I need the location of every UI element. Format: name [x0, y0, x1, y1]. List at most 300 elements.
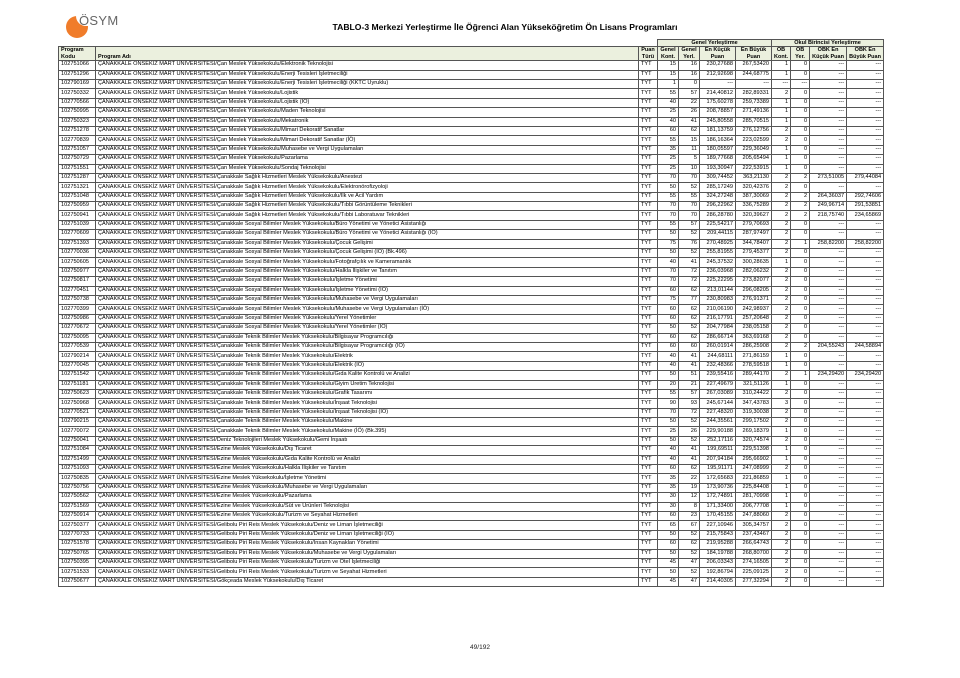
- en-buyuk-puan: 247,88060: [736, 511, 772, 520]
- obk-en-kucuk: ---: [810, 164, 847, 173]
- ob-kont: 1: [772, 493, 791, 502]
- en-buyuk-puan: 279,70693: [736, 220, 772, 229]
- en-kucuk-puan: 204,77984: [700, 324, 736, 333]
- en-kucuk-puan: 189,77668: [700, 155, 736, 164]
- puan-turu: TYT: [639, 427, 658, 436]
- table-row: [59, 249, 884, 258]
- en-buyuk-puan: 244,68775: [736, 70, 772, 79]
- genel-yerl: 62: [679, 286, 700, 295]
- en-kucuk-puan: 252,17116: [700, 436, 736, 445]
- ob-yer: 0: [791, 408, 810, 417]
- ob-kont: 1: [772, 455, 791, 464]
- obk-en-buyuk: ---: [847, 145, 884, 154]
- program-code: 102750395: [59, 558, 96, 567]
- obk-en-kucuk: 264,36037: [810, 192, 847, 201]
- en-buyuk-puan: 347,43783: [736, 399, 772, 408]
- ob-kont: 2: [772, 230, 791, 239]
- obk-en-kucuk: ---: [810, 465, 847, 474]
- ob-kont: 1: [772, 61, 791, 70]
- obk-en-buyuk: 234,65869: [847, 211, 884, 220]
- puan-turu: TYT: [639, 399, 658, 408]
- col-obk-kucuk: OBK En Küçük Puan: [810, 47, 847, 61]
- table-row: [59, 540, 884, 549]
- obk-en-buyuk: ---: [847, 286, 884, 295]
- obk-en-kucuk: 249,96714: [810, 202, 847, 211]
- program-name: ÇANAKKALE ONSEKİZ MART ÜNİVERSİTESİ/Çanakkale Teknik Bilimler Meslek Yüksekokulu/Bilgisayar Programcılığı: [96, 333, 639, 342]
- program-name: ÇANAKKALE ONSEKİZ MART ÜNİVERSİTESİ/Çanakkale Sağlık Hizmetleri Meslek Yüksekokulu/İlk ve Acil Yardım: [96, 192, 639, 201]
- puan-turu: TYT: [639, 408, 658, 417]
- genel-yerl: 41: [679, 455, 700, 464]
- table-row: [59, 361, 884, 370]
- obk-en-buyuk: ---: [847, 80, 884, 89]
- ob-kont: 3: [772, 399, 791, 408]
- en-buyuk-puan: 321,51126: [736, 380, 772, 389]
- program-name: ÇANAKKALE ONSEKİZ MART ÜNİVERSİTESİ/Çan Meslek Yüksekokulu/Muhasebe ve Vergi Uygulamaları: [96, 145, 639, 154]
- en-buyuk-puan: 242,98937: [736, 305, 772, 314]
- genel-kont: 50: [658, 183, 679, 192]
- obk-en-buyuk: ---: [847, 380, 884, 389]
- table-row: [59, 474, 884, 483]
- puan-turu: TYT: [639, 474, 658, 483]
- table-row: [59, 455, 884, 464]
- program-code: 102750623: [59, 389, 96, 398]
- program-code: 102750756: [59, 483, 96, 492]
- table-row: [59, 333, 884, 342]
- genel-kont: 70: [658, 211, 679, 220]
- table-row: [59, 314, 884, 323]
- obk-en-kucuk: ---: [810, 145, 847, 154]
- genel-kont: 35: [658, 145, 679, 154]
- genel-kont: 30: [658, 502, 679, 511]
- puan-turu: TYT: [639, 192, 658, 201]
- en-kucuk-puan: 245,67144: [700, 399, 736, 408]
- en-kucuk-puan: 324,27248: [700, 192, 736, 201]
- program-code: 102751296: [59, 70, 96, 79]
- ob-yer: 0: [791, 183, 810, 192]
- ob-kont: 1: [772, 108, 791, 117]
- table-row: [59, 530, 884, 539]
- ob-kont: 2: [772, 267, 791, 276]
- puan-turu: TYT: [639, 305, 658, 314]
- program-code: 102770609: [59, 230, 96, 239]
- en-buyuk-puan: 282,89331: [736, 89, 772, 98]
- en-buyuk-puan: 344,78407: [736, 239, 772, 248]
- program-code: 102770566: [59, 98, 96, 107]
- en-buyuk-puan: 238,05158: [736, 324, 772, 333]
- ob-yer: 0: [791, 230, 810, 239]
- ob-yer: 0: [791, 258, 810, 267]
- en-kucuk-puan: 173,90736: [700, 483, 736, 492]
- genel-yerl: 12: [679, 493, 700, 502]
- obk-en-buyuk: 244,58894: [847, 342, 884, 351]
- en-buyuk-puan: 336,75289: [736, 202, 772, 211]
- puan-turu: TYT: [639, 511, 658, 520]
- obk-en-buyuk: ---: [847, 324, 884, 333]
- table-row: [59, 446, 884, 455]
- ob-kont: 1: [772, 70, 791, 79]
- obk-en-buyuk: ---: [847, 540, 884, 549]
- program-code: 102770521: [59, 408, 96, 417]
- ob-yer: 0: [791, 361, 810, 370]
- puan-turu: TYT: [639, 164, 658, 173]
- genel-kont: 55: [658, 192, 679, 201]
- obk-en-kucuk: ---: [810, 286, 847, 295]
- genel-kont: 40: [658, 117, 679, 126]
- genel-kont: 60: [658, 305, 679, 314]
- obk-en-buyuk: ---: [847, 333, 884, 342]
- ob-kont: 2: [772, 202, 791, 211]
- table-row: [59, 230, 884, 239]
- en-kucuk-puan: 172,65683: [700, 474, 736, 483]
- col-en-buyuk: En Büyük Puan: [736, 47, 772, 61]
- ob-kont: 1: [772, 145, 791, 154]
- program-code: 102750914: [59, 511, 96, 520]
- program-code: 102751181: [59, 380, 96, 389]
- en-buyuk-puan: 247,08999: [736, 465, 772, 474]
- genel-yerl: 52: [679, 324, 700, 333]
- program-name: ÇANAKKALE ONSEKİZ MART ÜNİVERSİTESİ/Çanakkale Sosyal Bilimler Meslek Yüksekokulu/Yerel Yönetimler (İÖ): [96, 324, 639, 333]
- puan-turu: TYT: [639, 295, 658, 304]
- obk-en-kucuk: ---: [810, 183, 847, 192]
- obk-en-kucuk: ---: [810, 361, 847, 370]
- obk-en-buyuk: ---: [847, 267, 884, 276]
- puan-turu: TYT: [639, 352, 658, 361]
- en-buyuk-puan: 271,86159: [736, 352, 772, 361]
- program-code: 102751287: [59, 173, 96, 182]
- puan-turu: TYT: [639, 549, 658, 558]
- genel-yerl: 8: [679, 502, 700, 511]
- obk-en-kucuk: ---: [810, 117, 847, 126]
- en-kucuk-puan: 286,28780: [700, 211, 736, 220]
- obk-en-kucuk: ---: [810, 305, 847, 314]
- puan-turu: TYT: [639, 465, 658, 474]
- en-buyuk-puan: 289,44170: [736, 371, 772, 380]
- genel-kont: 55: [658, 89, 679, 98]
- genel-kont: 60: [658, 465, 679, 474]
- obk-en-buyuk: ---: [847, 258, 884, 267]
- genel-kont: 45: [658, 558, 679, 567]
- genel-yerl: 23: [679, 511, 700, 520]
- program-code: 102750095: [59, 333, 96, 342]
- obk-en-kucuk: ---: [810, 70, 847, 79]
- genel-yerl: 41: [679, 117, 700, 126]
- ob-kont: 2: [772, 183, 791, 192]
- en-kucuk-puan: 193,30947: [700, 164, 736, 173]
- obk-en-kucuk: ---: [810, 427, 847, 436]
- obk-en-kucuk: ---: [810, 267, 847, 276]
- genel-yerl: 15: [679, 136, 700, 145]
- genel-yerl: 72: [679, 408, 700, 417]
- ob-kont: 2: [772, 558, 791, 567]
- en-buyuk-puan: 387,30069: [736, 192, 772, 201]
- en-buyuk-puan: 229,36049: [736, 145, 772, 154]
- program-code: 102750941: [59, 211, 96, 220]
- en-buyuk-puan: 259,73389: [736, 98, 772, 107]
- puan-turu: TYT: [639, 258, 658, 267]
- en-buyuk-puan: 225,84408: [736, 483, 772, 492]
- ob-kont: 1: [772, 352, 791, 361]
- genel-yerl: 21: [679, 380, 700, 389]
- puan-turu: TYT: [639, 483, 658, 492]
- obk-en-kucuk: ---: [810, 549, 847, 558]
- obk-en-kucuk: ---: [810, 446, 847, 455]
- obk-en-buyuk: ---: [847, 314, 884, 323]
- puan-turu: TYT: [639, 333, 658, 342]
- ob-yer: 0: [791, 89, 810, 98]
- program-code: 102770036: [59, 249, 96, 258]
- obk-en-buyuk: ---: [847, 70, 884, 79]
- ob-yer: 0: [791, 352, 810, 361]
- program-name: ÇANAKKALE ONSEKİZ MART ÜNİVERSİTESİ/Çan Meslek Yüksekokulu/Lojistik: [96, 89, 639, 98]
- en-kucuk-puan: 230,80983: [700, 295, 736, 304]
- table-row: [59, 521, 884, 530]
- en-kucuk-puan: 285,17249: [700, 183, 736, 192]
- puan-turu: TYT: [639, 202, 658, 211]
- table-row: [59, 418, 884, 427]
- program-name: ÇANAKKALE ONSEKİZ MART ÜNİVERSİTESİ/Ezine Meslek Yüksekokulu/Muhasebe ve Vergi Uygulamaları: [96, 483, 639, 492]
- en-buyuk-puan: 299,17502: [736, 418, 772, 427]
- program-name: ÇANAKKALE ONSEKİZ MART ÜNİVERSİTESİ/Gelibolu Piri Reis Meslek Yüksekokulu/İnsan Kaynakları Yönetimi: [96, 540, 639, 549]
- en-kucuk-puan: 296,22962: [700, 202, 736, 211]
- program-name: ÇANAKKALE ONSEKİZ MART ÜNİVERSİTESİ/Çan Meslek Yüksekokulu/Lojistik (İÖ): [96, 98, 639, 107]
- ob-yer: 0: [791, 295, 810, 304]
- obk-en-buyuk: ---: [847, 399, 884, 408]
- puan-turu: TYT: [639, 80, 658, 89]
- program-name: ÇANAKKALE ONSEKİZ MART ÜNİVERSİTESİ/Çanakkale Teknik Bilimler Meslek Yüksekokulu/İnşaat Teknolojisi: [96, 399, 639, 408]
- obk-en-buyuk: ---: [847, 61, 884, 70]
- genel-yerl: 70: [679, 202, 700, 211]
- genel-yerl: 57: [679, 389, 700, 398]
- obk-en-buyuk: ---: [847, 530, 884, 539]
- obk-en-buyuk: ---: [847, 108, 884, 117]
- ob-yer: 0: [791, 502, 810, 511]
- ob-kont: 2: [772, 549, 791, 558]
- table-row: [59, 399, 884, 408]
- program-code: 102770072: [59, 427, 96, 436]
- ob-yer: 0: [791, 277, 810, 286]
- program-code: 102751569: [59, 502, 96, 511]
- obk-en-buyuk: ---: [847, 558, 884, 567]
- ob-kont: 2: [772, 239, 791, 248]
- program-name: ÇANAKKALE ONSEKİZ MART ÜNİVERSİTESİ/Çanakkale Teknik Bilimler Meslek Yüksekokulu/Grafik Tasarımı: [96, 389, 639, 398]
- obk-en-buyuk: ---: [847, 483, 884, 492]
- ob-yer: 0: [791, 380, 810, 389]
- genel-yerl: 5: [679, 155, 700, 164]
- genel-yerl: 52: [679, 530, 700, 539]
- program-code: 102751057: [59, 145, 96, 154]
- en-kucuk-puan: 180,05597: [700, 145, 736, 154]
- puan-turu: TYT: [639, 540, 658, 549]
- en-kucuk-puan: 260,01914: [700, 342, 736, 351]
- program-code: 102750959: [59, 202, 96, 211]
- ob-kont: 2: [772, 540, 791, 549]
- en-buyuk-puan: 363,21130: [736, 173, 772, 182]
- obk-en-buyuk: ---: [847, 136, 884, 145]
- program-name: ÇANAKKALE ONSEKİZ MART ÜNİVERSİTESİ/Gelibolu Piri Reis Meslek Yüksekokulu/Muhasebe ve Vergi Uygulamaları: [96, 549, 639, 558]
- ob-kont: 1: [772, 474, 791, 483]
- table-row: [59, 145, 884, 154]
- genel-kont: 90: [658, 399, 679, 408]
- en-buyuk-puan: 271,49136: [736, 108, 772, 117]
- en-buyuk-puan: 300,28635: [736, 258, 772, 267]
- en-kucuk-puan: 186,16364: [700, 136, 736, 145]
- ob-kont: 1: [772, 446, 791, 455]
- en-kucuk-puan: 209,44115: [700, 230, 736, 239]
- obk-en-kucuk: 258,82200: [810, 239, 847, 248]
- program-code: 102751578: [59, 540, 96, 549]
- ob-kont: 1: [772, 427, 791, 436]
- program-name: ÇANAKKALE ONSEKİZ MART ÜNİVERSİTESİ/Çanakkale Teknik Bilimler Meslek Yüksekokulu/Elektrik: [96, 352, 639, 361]
- obk-en-buyuk: ---: [847, 361, 884, 370]
- en-buyuk-puan: 274,16505: [736, 558, 772, 567]
- obk-en-buyuk: ---: [847, 418, 884, 427]
- ob-yer: 0: [791, 324, 810, 333]
- genel-kont: 55: [658, 220, 679, 229]
- obk-en-buyuk: ---: [847, 277, 884, 286]
- genel-kont: 60: [658, 286, 679, 295]
- puan-turu: TYT: [639, 446, 658, 455]
- program-name: ÇANAKKALE ONSEKİZ MART ÜNİVERSİTESİ/Çanakkale Teknik Bilimler Meslek Yüksekokulu/Makine (İÖ) (Bk.395): [96, 427, 639, 436]
- puan-turu: TYT: [639, 558, 658, 567]
- obk-en-buyuk: ---: [847, 183, 884, 192]
- genel-yerl: 52: [679, 568, 700, 577]
- en-buyuk-puan: 225,09125: [736, 568, 772, 577]
- program-name: ÇANAKKALE ONSEKİZ MART ÜNİVERSİTESİ/Çan Meslek Yüksekokulu/Mimari Dekoratif Sanatlar (İÖ): [96, 136, 639, 145]
- puan-turu: TYT: [639, 183, 658, 192]
- en-kucuk-puan: 210,06190: [700, 305, 736, 314]
- ob-yer: 0: [791, 418, 810, 427]
- ob-kont: 2: [772, 314, 791, 323]
- table-row: [59, 173, 884, 182]
- ob-kont: 2: [772, 136, 791, 145]
- table-row: [59, 258, 884, 267]
- program-name: ÇANAKKALE ONSEKİZ MART ÜNİVERSİTESİ/Çanakkale Sosyal Bilimler Meslek Yüksekokulu/İşletme Yönetimi: [96, 277, 639, 286]
- obk-en-buyuk: ---: [847, 352, 884, 361]
- table-row: [59, 136, 884, 145]
- puan-turu: TYT: [639, 145, 658, 154]
- en-kucuk-puan: 227,49679: [700, 380, 736, 389]
- ob-yer: 0: [791, 305, 810, 314]
- en-buyuk-puan: 237,43467: [736, 530, 772, 539]
- en-buyuk-puan: 257,20648: [736, 314, 772, 323]
- obk-en-buyuk: 291,53851: [847, 202, 884, 211]
- ob-kont: 2: [772, 436, 791, 445]
- table-row: [59, 155, 884, 164]
- en-kucuk-puan: 270,48925: [700, 239, 736, 248]
- ob-yer: 0: [791, 164, 810, 173]
- table-row: [59, 117, 884, 126]
- genel-kont: 40: [658, 361, 679, 370]
- program-code: 102750562: [59, 493, 96, 502]
- puan-turu: TYT: [639, 568, 658, 577]
- ob-kont: 2: [772, 220, 791, 229]
- puan-turu: TYT: [639, 418, 658, 427]
- ob-yer: 2: [791, 192, 810, 201]
- col-en-kucuk: En Küçük Puan: [700, 47, 736, 61]
- program-code: 102751542: [59, 371, 96, 380]
- obk-en-buyuk: ---: [847, 220, 884, 229]
- genel-kont: 60: [658, 342, 679, 351]
- table-body: [59, 61, 884, 587]
- genel-kont: 70: [658, 173, 679, 182]
- genel-kont: 50: [658, 230, 679, 239]
- genel-kont: 35: [658, 483, 679, 492]
- genel-kont: 20: [658, 380, 679, 389]
- program-name: ÇANAKKALE ONSEKİZ MART ÜNİVERSİTESİ/Çanakkale Sosyal Bilimler Meslek Yüksekokulu/Halkla İlişkiler ve Tanıtım: [96, 267, 639, 276]
- en-kucuk-puan: 267,03089: [700, 389, 736, 398]
- program-name: ÇANAKKALE ONSEKİZ MART ÜNİVERSİTESİ/Çanakkale Teknik Bilimler Meslek Yüksekokulu/Makine: [96, 418, 639, 427]
- genel-yerl: 11: [679, 145, 700, 154]
- program-name: ÇANAKKALE ONSEKİZ MART ÜNİVERSİTESİ/Çanakkale Teknik Bilimler Meslek Yüksekokulu/İnşaat Teknolojisi (İÖ): [96, 408, 639, 417]
- program-name: ÇANAKKALE ONSEKİZ MART ÜNİVERSİTESİ/Çanakkale Teknik Bilimler Meslek Yüksekokulu/Gıda Kalite Kontrolü ve Analizi: [96, 371, 639, 380]
- program-name: ÇANAKKALE ONSEKİZ MART ÜNİVERSİTESİ/Çanakkale Sağlık Hizmetleri Meslek Yüksekokulu/Elektronörofizyoloji: [96, 183, 639, 192]
- ob-kont: 1: [772, 164, 791, 173]
- genel-yerl: 16: [679, 70, 700, 79]
- ob-yer: 0: [791, 558, 810, 567]
- puan-turu: TYT: [639, 502, 658, 511]
- puan-turu: TYT: [639, 577, 658, 586]
- en-kucuk-puan: 230,27688: [700, 61, 736, 70]
- program-code: 102770672: [59, 324, 96, 333]
- en-buyuk-puan: 285,70515: [736, 117, 772, 126]
- program-name: ÇANAKKALE ONSEKİZ MART ÜNİVERSİTESİ/Çan Meslek Yüksekokulu/Mekatronik: [96, 117, 639, 126]
- ob-yer: 0: [791, 389, 810, 398]
- en-kucuk-puan: 219,95288: [700, 540, 736, 549]
- table-row: [59, 220, 884, 229]
- genel-yerl: 62: [679, 305, 700, 314]
- ob-kont: 1: [772, 117, 791, 126]
- genel-kont: 70: [658, 267, 679, 276]
- en-kucuk-puan: 225,22295: [700, 277, 736, 286]
- table-row: [59, 577, 884, 586]
- puan-turu: TYT: [639, 220, 658, 229]
- ob-kont: 1: [772, 502, 791, 511]
- table-row: [59, 408, 884, 417]
- program-name: ÇANAKKALE ONSEKİZ MART ÜNİVERSİTESİ/Deniz Teknolojileri Meslek Yüksekokulu/Gemi İnşaatı: [96, 436, 639, 445]
- table-row: [59, 183, 884, 192]
- genel-yerl: 41: [679, 446, 700, 455]
- obk-en-buyuk: ---: [847, 493, 884, 502]
- program-code: 102751066: [59, 61, 96, 70]
- program-code: 102750605: [59, 258, 96, 267]
- genel-yerl: 52: [679, 436, 700, 445]
- genel-kont: 30: [658, 493, 679, 502]
- program-name: ÇANAKKALE ONSEKİZ MART ÜNİVERSİTESİ/Çan Meslek Yüksekokulu/Enerji Tesisleri İşletmeciliği (KKTC Uyruklu): [96, 80, 639, 89]
- col-genel-yerl: Genel Yerl.: [679, 47, 700, 61]
- ob-kont: 2: [772, 521, 791, 530]
- table-row: [59, 239, 884, 248]
- ob-kont: 2: [772, 295, 791, 304]
- genel-kont: 60: [658, 511, 679, 520]
- puan-turu: TYT: [639, 89, 658, 98]
- obk-en-buyuk: ---: [847, 446, 884, 455]
- group-okul: Okul Birincisi Yerleştirme: [772, 40, 884, 47]
- genel-kont: 40: [658, 98, 679, 107]
- ob-yer: 0: [791, 399, 810, 408]
- program-code: 102750377: [59, 521, 96, 530]
- obk-en-kucuk: ---: [810, 249, 847, 258]
- ob-kont: 2: [772, 249, 791, 258]
- program-code: 102750765: [59, 549, 96, 558]
- table-row: [59, 568, 884, 577]
- ob-kont: 2: [772, 568, 791, 577]
- program-name: ÇANAKKALE ONSEKİZ MART ÜNİVERSİTESİ/Çanakkale Sosyal Bilimler Meslek Yüksekokulu/Yerel Yönetimler: [96, 314, 639, 323]
- obk-en-buyuk: ---: [847, 89, 884, 98]
- obk-en-kucuk: ---: [810, 530, 847, 539]
- obk-en-kucuk: ---: [810, 98, 847, 107]
- ob-yer: 0: [791, 455, 810, 464]
- genel-yerl: 70: [679, 173, 700, 182]
